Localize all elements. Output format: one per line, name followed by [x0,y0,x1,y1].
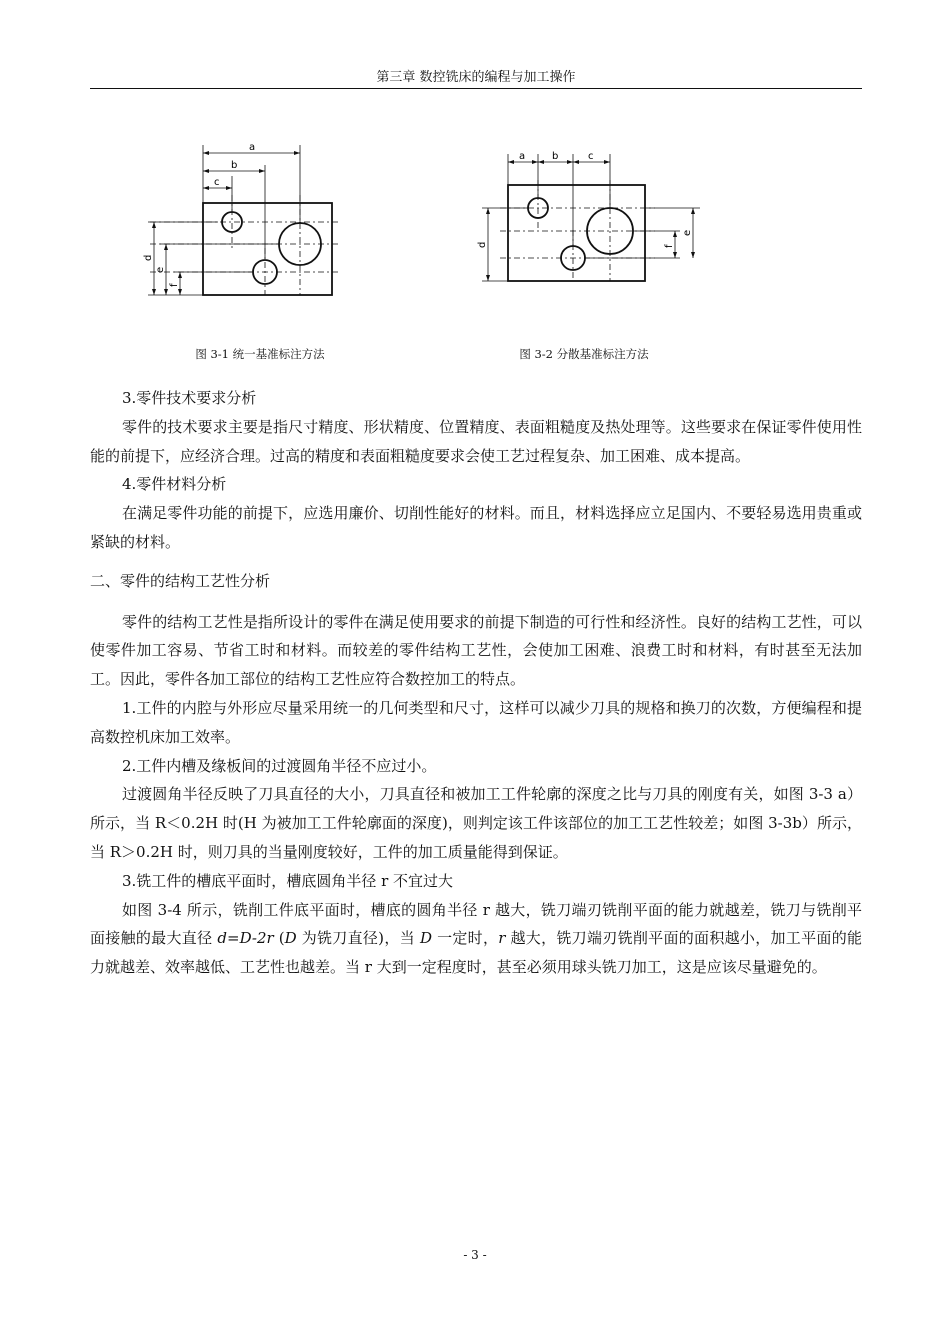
section-heading-structure: 二、零件的结构工艺性分析 [90,571,271,590]
formula: d=D-2r [217,929,274,948]
paragraph-item-1: 1.工件的内腔与外形应尽量采用统一的几何类型和尺寸，这样可以减少刀具的规格和换刀的次数，方便编程和提高数控机床加工效率。 [90,698,862,746]
figure-3-2 [470,140,710,290]
part-outline [203,203,332,295]
body-text [90,384,862,982]
heading-material-analysis: 4.零件材料分析 [122,475,227,494]
heading-tech-requirements: 3.零件技术要求分析 [122,389,257,407]
paragraph-structure: 零件的结构工艺性是指所设计的零件在满足使用要求的前提下制造的可行性和经济性。良好的结构工艺性，可以使零件加工容易、节省工时和材料。而较差的零件结构工艺性，会使加工困难、浪费工时和材料，有时甚至无法加工。因此，零件各加工部位的结构工艺性应符合数控加工的特点。 [90,612,862,689]
figure-3-1 [130,135,360,305]
figure-3-1-caption: 图 3-1 统一基准标注方法 [195,347,325,361]
dim-label-d: d [143,254,154,261]
dim-label-d: d [477,241,488,248]
paragraph-material-analysis: 在满足零件功能的前提下，应选用廉价、切削性能好的材料。而且，材料选择应立足国内、不要轻易选用贵重或紧缺的材料。 [90,504,862,551]
paragraph-tech-requirements: 零件的技术要求主要是指尺寸精度、形状精度、位置精度、表面粗糙度及热处理等。这些要求在保证零件使用性能的前提下，应经济合理。过高的精度和表面粗糙度要求会使工艺过程复杂、加工困难、成本提高。 [90,417,862,465]
figure-3-2-caption: 图 3-2 分散基准标注方法 [519,347,649,361]
dim-label-f: f [169,283,180,287]
dim-label-a: a [249,142,256,153]
dim-label-b: b [552,151,559,162]
dim-label-e: e [155,266,166,273]
dim-label-b: b [231,160,238,171]
dim-label-a: a [519,151,526,162]
dim-label-e: e [682,229,693,236]
header-rule [90,88,862,89]
page-header-title: 第三章 数控铣床的编程与加工操作 [376,70,576,85]
paragraph-item-3: 3.铣工件的槽底平面时，槽底圆角半径 r 不宜过大 [122,871,454,890]
paragraph-bottom-radius: 如图 3-4 所示，铣削工件底平面时，槽底的圆角半径 r 越大，铣刀端刃铣削平面的能力就越差，铣刀与铣削平面接触的最大直径 d=D-2r (D 为铣刀直径)，当 D 一定时，r 越大，铣刀端刃铣削平面的面积越小，加工平面的能力就越差、效率越低、工艺性也越差。当 r 大到一定程度时，甚至必须用球头铣刀加工，这是应该尽量避免的。 [90,900,862,977]
part-outline [508,185,645,281]
paragraph-item-2: 2.工件内槽及缘板间的过渡圆角半径不应过小。 [122,756,437,775]
dim-label-c: c [588,151,594,162]
dim-label-c: c [214,177,220,188]
page-number: - 3 - [463,1248,487,1262]
dim-label-f: f [664,244,675,248]
paragraph-fillet-radius: 过渡圆角半径反映了刀具直径的大小，刀具直径和被加工工件轮廓的深度之比与刀具的刚度有关，如图 3-3 a）所示，当 R＜0.2H 时(H 为被加工工件轮廓面的深度)，则判定该工件该部位的加工工艺性较差；如图 3-3b）所示，当 R＞0.2H 时，则刀具的当量刚度较好，工件的加工质量能得到保证。 [90,785,862,861]
